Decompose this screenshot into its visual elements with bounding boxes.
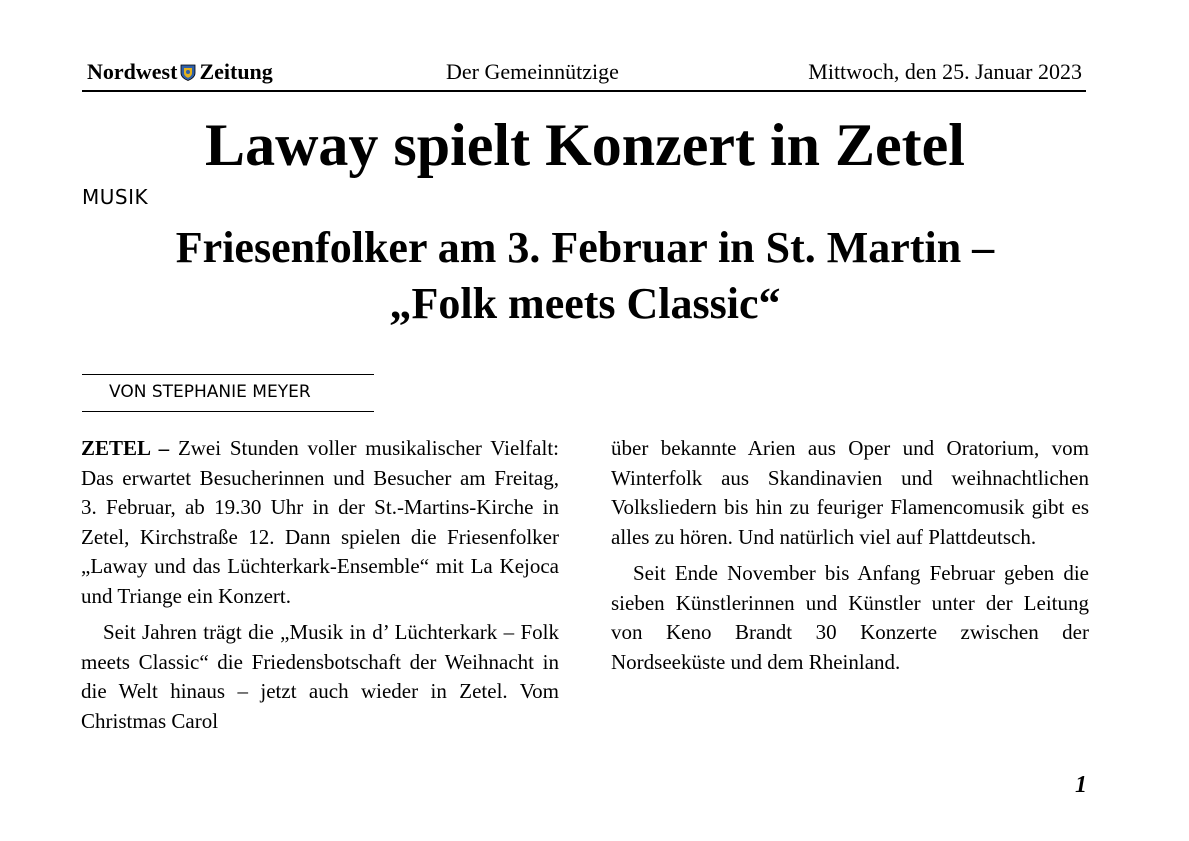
newspaper-brand — [87, 61, 273, 83]
section-title: Der Gemeinnützige — [446, 59, 619, 84]
article-dateline: ZETEL – — [81, 436, 170, 460]
article-paragraph-2: Seit Jahren trägt die „Musik in d’ Lüchterkark – Folk meets Classic“ die Friedensbotschaft der Weihnacht in die Welt hinaus – jetzt auch wieder in Zetel. Vom Christmas Carol — [81, 620, 559, 733]
article-headline: Laway spielt Konzert in Zetel — [205, 112, 965, 178]
article-paragraph-3: Seit Ende November bis Anfang Februar geben die sieben Künstlerinnen und Künstler unter der Leitung von Keno Brandt 30 Konzerte zwischen der Nordseeküste und dem Rheinland. — [611, 561, 1089, 674]
article-paragraph-2-continued: über bekannte Arien aus Oper und Oratorium, vom Winterfolk aus Skandinavien und weihnachtlichen Volksliedern bis hin zu feuriger Flamencomusik gibt es alles zu hören. Und natürlich viel auf Plattdeutsch. — [611, 436, 1089, 549]
article-paragraph-1 — [81, 434, 559, 611]
article-column-right — [611, 434, 1089, 684]
article-byline — [82, 374, 374, 412]
article-column-left — [81, 434, 559, 743]
article-subheadline — [0, 220, 1170, 332]
brand-name-part1: Nordwest — [87, 59, 178, 84]
byline-author: VON STEPHANIE MEYER — [109, 382, 311, 402]
issue-date: Mittwoch, den 25. Januar 2023 — [808, 59, 1082, 84]
page-number: 1 — [1075, 772, 1087, 798]
page-header — [82, 56, 1086, 92]
subheadline-line-2: „Folk meets Classic“ — [389, 279, 781, 328]
article-kicker: MUSIK — [82, 185, 149, 209]
brand-name-part2: Zeitung — [199, 59, 273, 84]
subheadline-line-1: Friesenfolker am 3. Februar in St. Martin – — [175, 223, 995, 272]
paragraph-1-text: Zwei Stunden voller musikalischer Vielfalt: Das erwartet Besucherinnen und Besucher am Freitag, 3. Februar, ab 19.30 Uhr in der St.-Martins-Kirche in Zetel, Kirchstraße 12. Dann spielen die Friesenfolker „Laway und das Lüchterkark-Ensemble“ mit La Kejoca und Triange ein Konzert. — [81, 436, 559, 608]
coat-of-arms-icon — [180, 64, 196, 81]
